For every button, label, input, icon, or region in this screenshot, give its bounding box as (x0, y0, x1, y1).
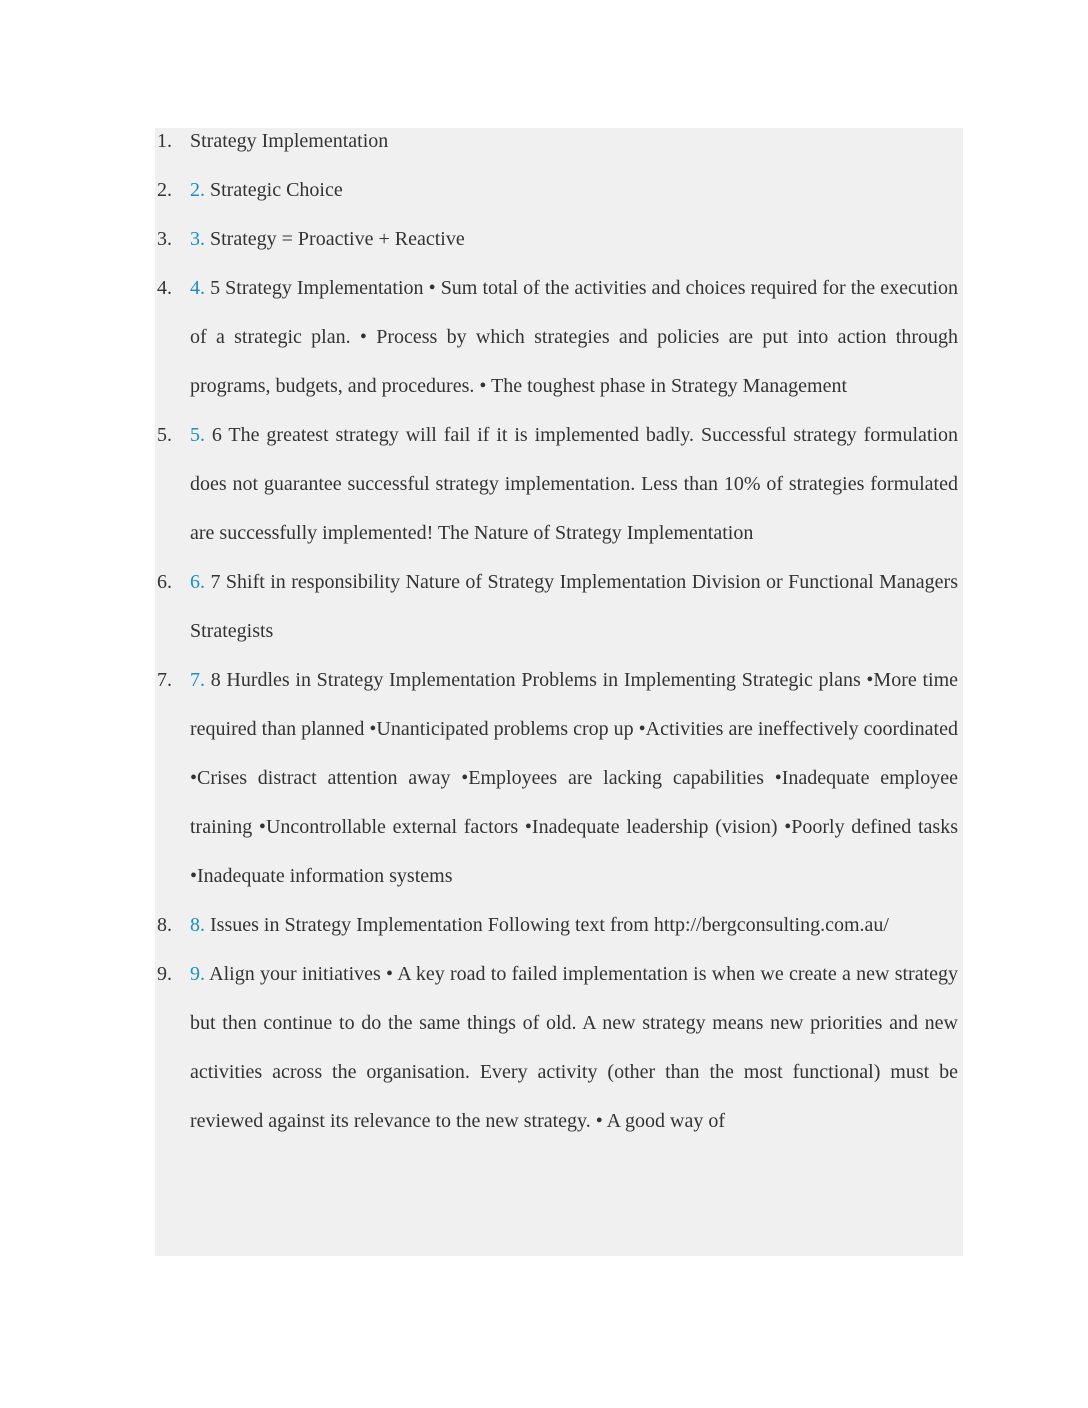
item-text: 8 Hurdles in Strategy Implementation Problems in Implementing Strategic plans •More time required than planned •Unanticipated problems crop up •Activities are ineffectively coordinated •Crises distract attention away •Employees are lacking capabilities •Inadequate employee training •Uncontrollable external factors •Inadequate leadership (vision) •Poorly defined tasks •Inadequate information systems (190, 669, 958, 887)
list-item (155, 656, 963, 901)
list-item (155, 901, 963, 950)
slide-link[interactable]: 6. (190, 571, 205, 593)
list-item (155, 215, 963, 264)
item-text: 7 Shift in responsibility Nature of Strategy Implementation Division or Functional Managers Strategists (190, 571, 958, 642)
slide-link[interactable]: 8. (190, 914, 205, 936)
list-item (155, 558, 963, 656)
list-item (155, 264, 963, 411)
item-text: Strategy = Proactive + Reactive (205, 228, 465, 250)
item-number: 3. (157, 228, 172, 250)
item-number: 8. (157, 914, 172, 936)
slide-link[interactable]: 7. (190, 669, 205, 691)
item-text: 6 The greatest strategy will fail if it is implemented badly. Successful strategy formulation does not guarantee successful strategy implementation. Less than 10% of strategies formulated are successfully implemented! The Nature of Strategy Implementation (190, 424, 958, 544)
item-number: 4. (157, 277, 172, 299)
item-text: Issues in Strategy Implementation Following text from http://bergconsulting.com.au/ (205, 914, 889, 936)
slide-link[interactable]: 9. (190, 963, 205, 985)
slide-link[interactable]: 4. (190, 277, 205, 299)
slide-link[interactable]: 3. (190, 228, 205, 250)
list-item (155, 166, 963, 215)
item-number: 2. (157, 179, 172, 201)
list-item (155, 950, 963, 1146)
item-text: Align your initiatives • A key road to failed implementation is when we create a new strategy but then continue to do the same things of old. A new strategy means new priorities and new activities across the organisation. Every activity (other than the most functional) must be reviewed against its relevance to the new strategy. • A good way of (190, 963, 958, 1132)
list-item (155, 117, 963, 166)
slide-link[interactable]: 5. (190, 424, 205, 446)
slide-link[interactable]: 2. (190, 179, 205, 201)
item-text: 5 Strategy Implementation • Sum total of the activities and choices required for the execution of a strategic plan. • Process by which strategies and policies are put into action through programs, budgets, and procedures. • The toughest phase in Strategy Management (190, 277, 958, 397)
list-item (155, 411, 963, 558)
item-number: 1. (157, 130, 172, 152)
item-number: 9. (157, 963, 172, 985)
item-number: 5. (157, 424, 172, 446)
slide-list (155, 128, 963, 1146)
item-number: 6. (157, 571, 172, 593)
item-text: Strategy Implementation (190, 130, 389, 152)
item-text: Strategic Choice (205, 179, 343, 201)
item-number: 7. (157, 669, 172, 691)
